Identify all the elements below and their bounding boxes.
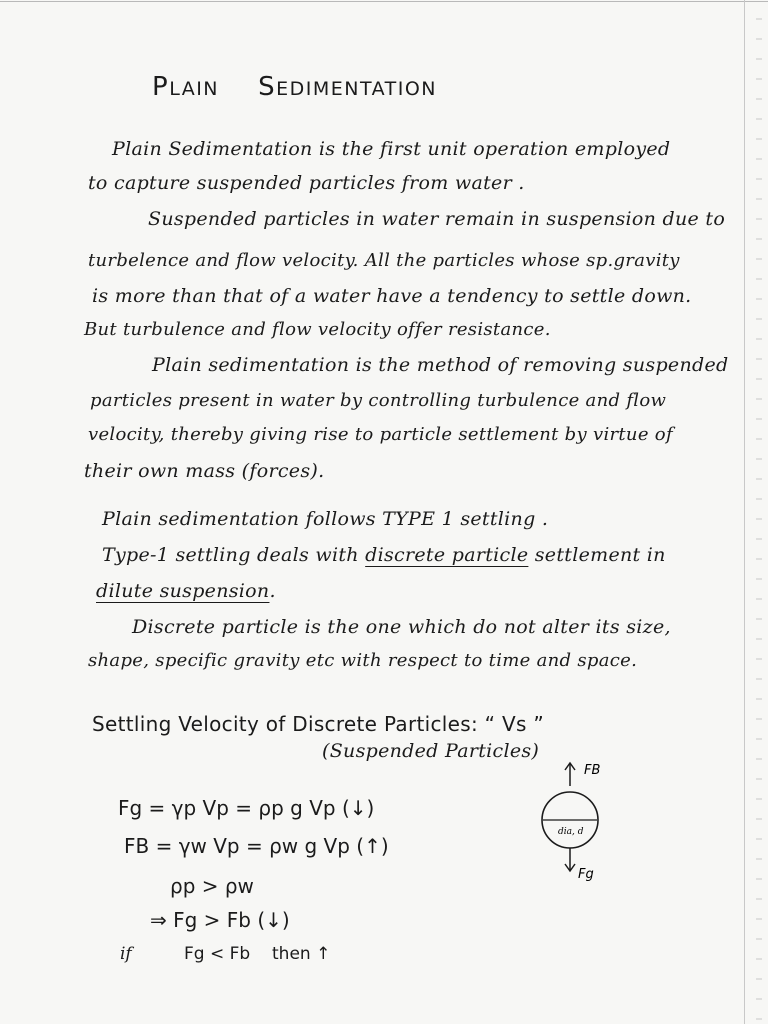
p5-line2-post: . <box>269 580 276 602</box>
equation-force-compare: ⇒ Fg > Fb (↓) <box>150 908 290 932</box>
p2-line-1: Suspended particles in water remain in suspension due to <box>148 208 726 230</box>
p3-line-2: particles present in water by controlling turbulence and flow <box>90 390 667 411</box>
title-rest-sedimentation: EDIMENTATION <box>276 78 437 100</box>
equation-gravity-force: Fg = γp Vp = ρp g Vp (↓) <box>118 796 375 820</box>
gravity-force-label: Fg <box>578 867 594 882</box>
diameter-label: dia, d <box>558 827 584 837</box>
p5-text-post: settlement in <box>528 544 666 566</box>
p1-line-2: to capture suspended particles from water . <box>88 172 525 194</box>
p4-line: Plain sedimentation follows TYPE 1 settling . <box>102 508 549 530</box>
p3-line-3: velocity, thereby giving rise to particle settlement by virtue of <box>88 424 673 445</box>
p2-line-3: is more than that of a water have a tendency to settle down. <box>92 285 692 307</box>
p5-line-1 <box>102 544 666 566</box>
p5-underlined-dilute: dilute suspension <box>96 580 270 602</box>
scan-margin-marks <box>756 0 762 1024</box>
p2-line-2: turbelence and flow velocity. All the particles whose sp.gravity <box>88 250 680 271</box>
p5-text-pre: Type-1 settling deals with <box>102 544 366 566</box>
equation-then: then ↑ <box>272 944 331 964</box>
p5-line-2 <box>96 580 276 602</box>
section-heading: Settling Velocity of Discrete Particles: “ Vs ” <box>92 712 544 736</box>
title-initial-p: P <box>152 72 170 102</box>
particle-force-diagram <box>536 758 636 888</box>
page-title <box>152 72 437 102</box>
title-initial-s: S <box>258 72 277 102</box>
equation-condition: Fg < Fb <box>184 944 251 964</box>
section-subheading: (Suspended Particles) <box>322 740 540 762</box>
p2-line-4: But turbulence and flow velocity offer resistance. <box>84 319 551 340</box>
p5-underlined-discrete: discrete particle <box>365 544 529 566</box>
p3-line-1: Plain sedimentation is the method of removing suspended <box>152 354 729 376</box>
p6-line-2: shape, specific gravity etc with respect to time and space. <box>88 650 638 671</box>
p1-line-1: Plain Sedimentation is the first unit operation employed <box>112 138 671 160</box>
scan-edge-top <box>0 1 768 2</box>
buoyant-force-label: FB <box>584 763 601 778</box>
title-rest-plain: LAIN <box>169 78 220 100</box>
scan-edge-right <box>744 0 745 1024</box>
equation-density-compare: ρp > ρw <box>170 874 254 898</box>
p3-line-4: their own mass (forces). <box>84 460 325 482</box>
p6-line-1: Discrete particle is the one which do not alter its size, <box>132 616 671 638</box>
equation-buoyant-force: FB = γw Vp = ρw g Vp (↑) <box>124 834 389 858</box>
equation-if: if <box>120 944 132 964</box>
